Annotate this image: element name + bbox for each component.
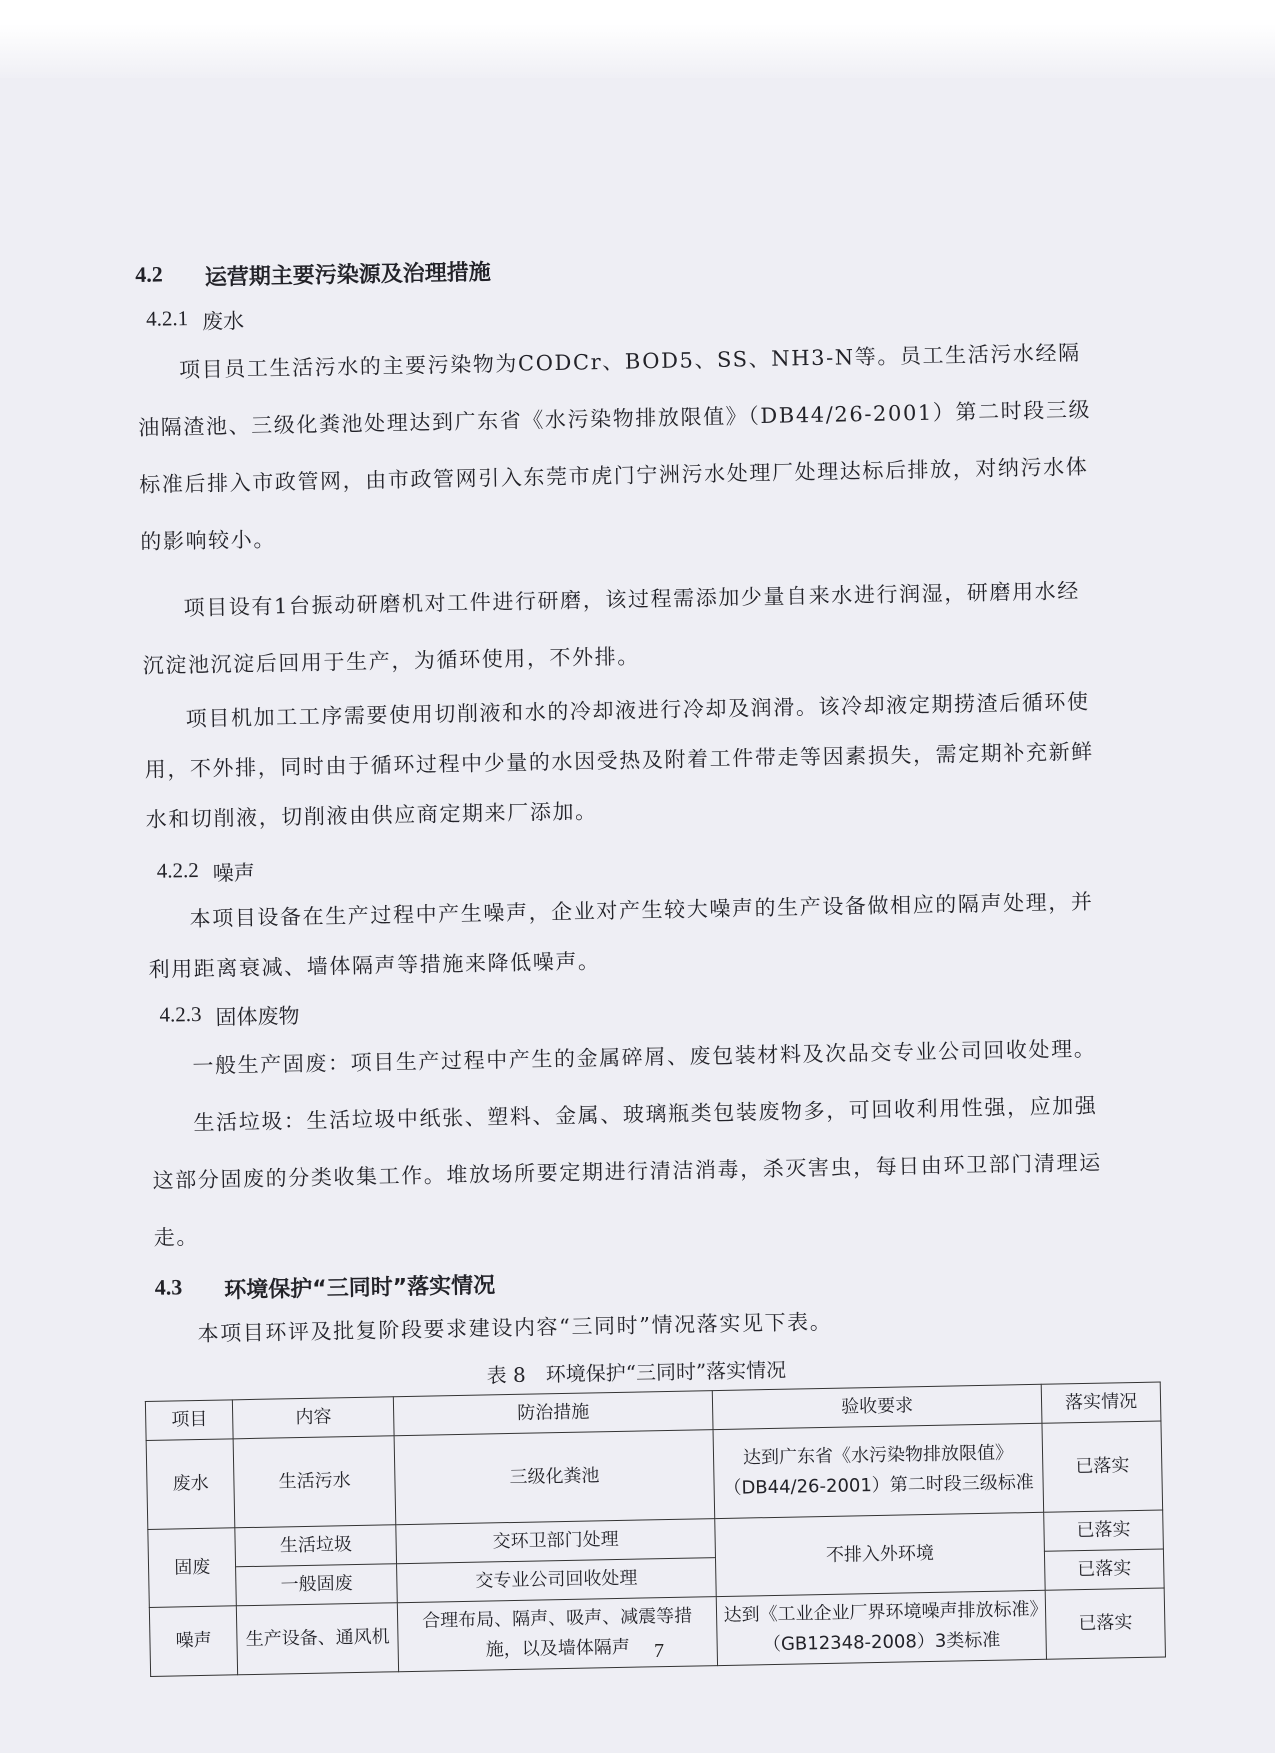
paragraph: 生活垃圾：生活垃圾中纸张、塑料、金属、玻璃瓶类包装废物多，可回收利用性强，应加强这部分固废的分类收集工作。堆放场所要定期进行清洁消毒，杀灭害虫，每日由环卫部门清理运走。 [152, 1093, 1102, 1250]
paragraph: 项目设有1台振动研磨机对工件进行研磨，该过程需添加少量自来水进行润湿，研磨用水经沉淀池沉淀后回用于生产，为循环使用，不外排。 [142, 578, 1081, 678]
cell-measure: 三级化粪池 [394, 1430, 714, 1525]
cell-requirement: 达到广东省《水污染物排放限值》（DB44/26-2001）第二时段三级标准 [713, 1423, 1044, 1518]
section-number: 4.2.1 [145, 305, 189, 331]
cell-measure: 交专业公司回收处理 [397, 1558, 716, 1603]
header-requirement: 验收要求 [712, 1384, 1042, 1429]
paragraph: 项目机加工工序需要使用切削液和水的冷却液进行冷却及润滑。该冷却液定期捞渣后循环使用，不外排，同时由于循环过程中少量的水因受热及附着工件带走等因素损失，需定期补充新鲜水和切削液，切削液由供应商定期来厂添加。 [144, 689, 1095, 832]
cell-content: 生活垃圾 [235, 1525, 397, 1567]
header-status: 落实情况 [1041, 1382, 1161, 1423]
section-number: 4.2.3 [159, 1001, 202, 1027]
section-title: 环境保护“三同时”落实情况 [224, 1273, 496, 1304]
cell-item: 固废 [148, 1528, 237, 1608]
section-title: 固体废物 [215, 1003, 300, 1030]
table-intro: 本项目环评及批复阶段要求建设内容“三同时”情况落实见下表。 [197, 1309, 833, 1346]
cell-measure: 交环卫部门处理 [396, 1519, 715, 1564]
paragraph: 一般生产固废：项目生产过程中产生的金属碎屑、废包装材料及次品交专业公司回收处理。 [192, 1036, 1097, 1079]
page-number: 7 [654, 1640, 664, 1662]
three-simultaneous-table [145, 1382, 1166, 1677]
section-number: 4.2.2 [156, 857, 199, 883]
cell-status: 已落实 [1042, 1421, 1163, 1512]
page-top-shadow [0, 24, 1275, 84]
cell-content: 生活污水 [233, 1436, 396, 1528]
cell-item: 噪声 [149, 1606, 238, 1677]
cell-measure: 合理布局、隔声、吸声、减震等措施，以及墙体隔声 [398, 1597, 718, 1672]
cell-item: 废水 [146, 1439, 235, 1530]
cell-requirement: 不排入外环境 [715, 1512, 1046, 1596]
header-content: 内容 [233, 1397, 395, 1439]
section-number: 4.3 [154, 1274, 183, 1300]
section-title: 运营期主要污染源及治理措施 [204, 260, 492, 291]
cell-content: 生产设备、通风机 [237, 1603, 399, 1675]
header-measure: 防治措施 [394, 1391, 713, 1436]
table-caption: 表 8 环境保护“三同时”落实情况 [486, 1357, 787, 1388]
cell-status: 已落实 [1045, 1549, 1165, 1590]
section-title: 废水 [201, 308, 245, 334]
header-item: 项目 [145, 1400, 233, 1441]
cell-content: 一般固废 [236, 1564, 398, 1606]
paragraph: 项目员工生活污水的主要污染物为CODCr、BOD5、SS、NH3-N等。员工生活污水经隔油隔渣池、三级化粪池处理达到广东省《水污染物排放限值》（DB44/26-2001）第二时段三级标准后排入市政管网，由市政管网引入东莞市虎门宁洲污水处理厂处理达标后排放，对纳污水体的影响较小。 [137, 340, 1092, 554]
cell-requirement: 达到《工业企业厂界环境噪声排放标准》（GB12348-2008）3类标准 [716, 1590, 1046, 1665]
cell-status: 已落实 [1045, 1588, 1165, 1659]
section-title: 噪声 [212, 860, 255, 886]
document-body [135, 244, 1138, 1677]
section-number: 4.2 [135, 261, 163, 287]
paragraph: 本项目设备在生产过程中产生噪声，企业对产生较大噪声的生产设备做相应的隔声处理，并利用距离衰减、墙体隔声等措施来降低噪声。 [148, 889, 1094, 982]
cell-status: 已落实 [1044, 1510, 1164, 1551]
